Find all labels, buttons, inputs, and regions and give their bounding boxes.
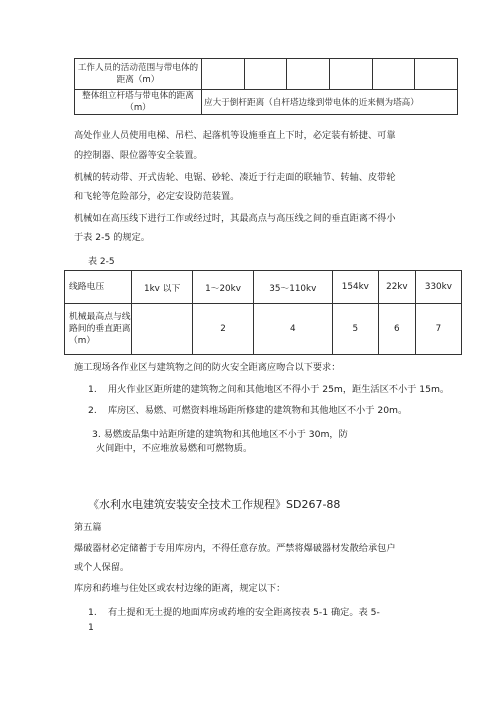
paragraph-line: 爆破器材必定储蓄于专用库房内，不得任意存放。严禁将爆破器材发散给承包户 <box>74 543 396 554</box>
list-text: 易燃废品集中站距所建的建筑物和其他地区不小于 30m，防 <box>103 429 348 440</box>
table-cell: 5 <box>332 304 378 355</box>
table-cell: 2 <box>193 304 254 355</box>
list-item <box>88 383 449 396</box>
table-cell-label: 整体组立杆塔与带电体的距离（m） <box>75 90 202 115</box>
regulation-heading: 《水利水电建筑安装安全技术工作规程》SD267-88 <box>88 498 341 511</box>
table-header-cell: 35～110kv <box>253 271 332 304</box>
table-header-row <box>65 271 462 304</box>
table-cell-label: 工作人员的活动范围与带电体的距离（m） <box>75 59 202 90</box>
table-cell <box>132 304 193 355</box>
table-cell <box>372 59 415 90</box>
table-header-cell: 22kv <box>378 271 415 304</box>
paragraph-line: 高处作业人员使用电梯、吊栏、起落机等设施垂直上下时，必定装有轿捷、可靠 <box>74 130 396 141</box>
paragraph-line: 施工现场各作业区与建筑物之间的防火安全距离应吻合以下要求： <box>74 362 341 373</box>
paragraph-line: 于表 2-5 的规定。 <box>74 232 150 243</box>
list-text: 用火作业区距所建的建筑物之间和其他地区不得小于 25m，距生活区不小于 15m。 <box>108 384 450 395</box>
list-text: 有土提和无土提的地面库房或药堆的安全距离按表 5-1 确定。表 5- <box>108 607 380 618</box>
paragraph-line: 库房和药堆与住处区或农村边缘的距离，规定以下： <box>74 583 286 594</box>
table-cell: 6 <box>378 304 415 355</box>
table-caption: 表 2-5 <box>88 257 115 267</box>
list-number: 1. <box>88 607 97 618</box>
table-cell <box>244 59 287 90</box>
paragraph-line: 的控制器、限位器等安全装置。 <box>74 150 203 161</box>
list-item <box>88 404 407 417</box>
list-text: 库房区、易燃、可燃资料堆场距所修建的建筑物和其他地区不小于 20m。 <box>108 405 408 416</box>
table-cell <box>202 59 245 90</box>
table-cell <box>329 59 372 90</box>
table-header-cell: 1～20kv <box>193 271 254 304</box>
list-item-continuation: 火间距中，不应堆放易燃和可燃物质。 <box>96 443 253 454</box>
list-item <box>88 606 380 619</box>
table-header-cell: 330kv <box>415 271 461 304</box>
paragraph-line: 和飞轮等危险部分，必定安设防范装置。 <box>74 191 240 202</box>
work-distance-table <box>74 58 458 115</box>
list-number: 2. <box>88 405 97 416</box>
paragraph-line: 机械如在高压线下进行工作或经过时，其最高点与高压线之间的垂直距离不得小 <box>74 213 396 224</box>
table-row-label: 机械最高点与线路间的垂直距离（m） <box>65 304 132 355</box>
voltage-distance-table <box>64 270 462 355</box>
list-item-continuation: 1 <box>88 622 94 633</box>
table-header-cell: 1kv 以下 <box>132 271 193 304</box>
section-title: 第五篇 <box>74 522 102 533</box>
table-row <box>65 304 462 355</box>
table-row <box>75 90 458 115</box>
list-item <box>92 428 348 441</box>
table-cell: 7 <box>415 304 461 355</box>
list-number: 3. <box>92 429 101 440</box>
table-row <box>75 59 458 90</box>
table-cell-value: 应大于倒杆距离（自杆塔边缘到带电体的近来侧为塔高） <box>202 90 458 115</box>
table-cell <box>415 59 458 90</box>
table-cell: 4 <box>253 304 332 355</box>
paragraph-line: 或个人保留。 <box>74 562 130 573</box>
table-header-cell: 154kv <box>332 271 378 304</box>
table-cell <box>287 59 330 90</box>
table-header-label: 线路电压 <box>65 271 132 304</box>
list-number: 1. <box>88 384 97 395</box>
paragraph-line: 机械的转动带、开式齿轮、电锯、砂轮、凑近于行走面的联轴节、转轴、皮带轮 <box>74 172 396 183</box>
